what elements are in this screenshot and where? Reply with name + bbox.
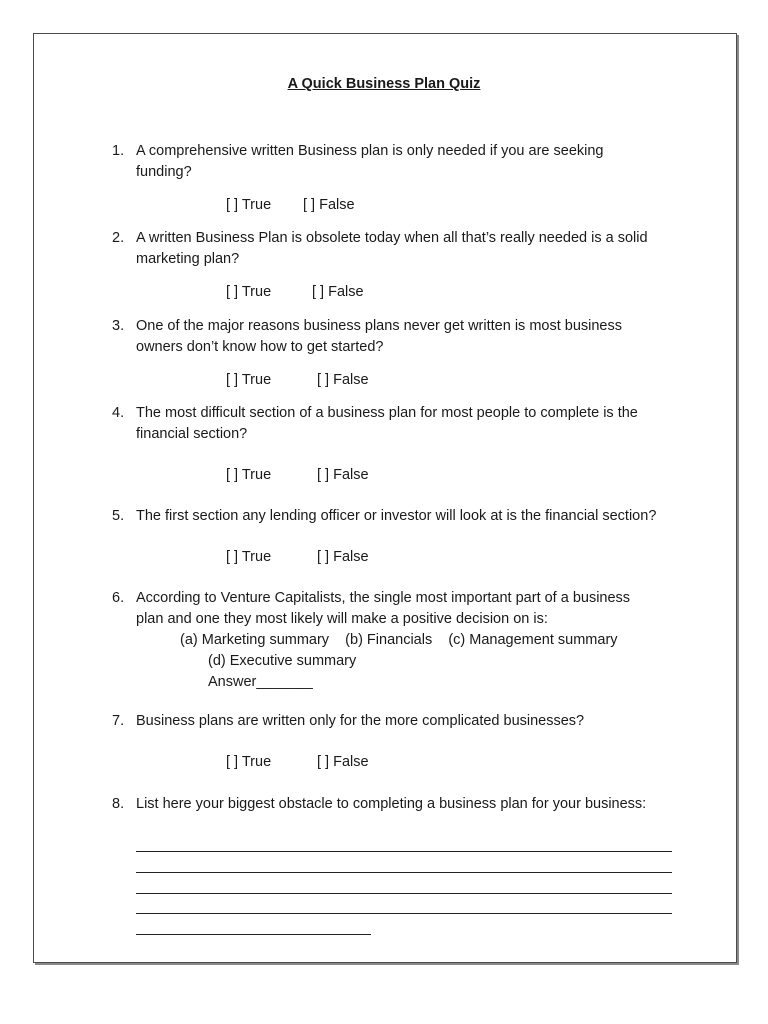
question-7-text: Business plans are written only for the more complicated businesses? — [136, 713, 585, 729]
question-6-number: 6. — [112, 590, 125, 606]
question-3-text: One of the major reasons business plans never get written is most business — [136, 318, 622, 334]
question-4-text-cont: financial section? — [136, 426, 248, 442]
question-7-false-option[interactable]: [ ] False — [317, 754, 369, 770]
question-8-number: 8. — [112, 796, 125, 812]
question-5-false-option[interactable]: [ ] False — [317, 549, 369, 565]
question-6-text-cont: plan and one they most likely will make a positive decision on is: — [136, 611, 548, 627]
question-5-text: The first section any lending officer or investor will look at is the financial section? — [136, 508, 657, 524]
question-3-false-option[interactable]: [ ] False — [317, 372, 369, 388]
question-6-answer-field[interactable]: Answer_______ — [208, 674, 313, 690]
question-5-number: 5. — [112, 508, 125, 524]
page-title: A Quick Business Plan Quiz — [287, 76, 481, 92]
question-4-false-option[interactable]: [ ] False — [317, 467, 369, 483]
question-8-text: List here your biggest obstacle to completing a business plan for your business: — [136, 796, 647, 812]
question-6-choices-a-c: (a) Marketing summary (b) Financials (c) Management summary — [180, 632, 618, 648]
question-1-true-option[interactable]: [ ] True — [226, 197, 272, 213]
question-4-text: The most difficult section of a business plan for most people to complete is the — [136, 405, 638, 421]
question-2-text-cont: marketing plan? — [136, 251, 240, 267]
answer-line-5[interactable] — [136, 934, 371, 935]
answer-line-1[interactable] — [136, 851, 672, 852]
question-3-true-option[interactable]: [ ] True — [226, 372, 272, 388]
question-4-number: 4. — [112, 405, 125, 421]
question-2-true-option[interactable]: [ ] True — [226, 284, 272, 300]
answer-line-4[interactable] — [136, 913, 672, 914]
question-2-text: A written Business Plan is obsolete today when all that’s really needed is a solid — [136, 230, 648, 246]
question-1-text-cont: funding? — [136, 164, 192, 180]
question-2-false-option[interactable]: [ ] False — [312, 284, 364, 300]
question-6-text: According to Venture Capitalists, the single most important part of a business — [136, 590, 631, 606]
question-3-number: 3. — [112, 318, 125, 334]
question-5-true-option[interactable]: [ ] True — [226, 549, 272, 565]
question-3-text-cont: owners don’t know how to get started? — [136, 339, 384, 355]
question-4-true-option[interactable]: [ ] True — [226, 467, 272, 483]
question-1-text: A comprehensive written Business plan is only needed if you are seeking — [136, 143, 604, 159]
question-1-false-option[interactable]: [ ] False — [303, 197, 355, 213]
question-2-number: 2. — [112, 230, 125, 246]
question-1-number: 1. — [112, 143, 125, 159]
question-7-number: 7. — [112, 713, 125, 729]
answer-line-2[interactable] — [136, 872, 672, 873]
question-6-choice-d: (d) Executive summary — [208, 653, 357, 669]
question-7-true-option[interactable]: [ ] True — [226, 754, 272, 770]
answer-line-3[interactable] — [136, 893, 672, 894]
